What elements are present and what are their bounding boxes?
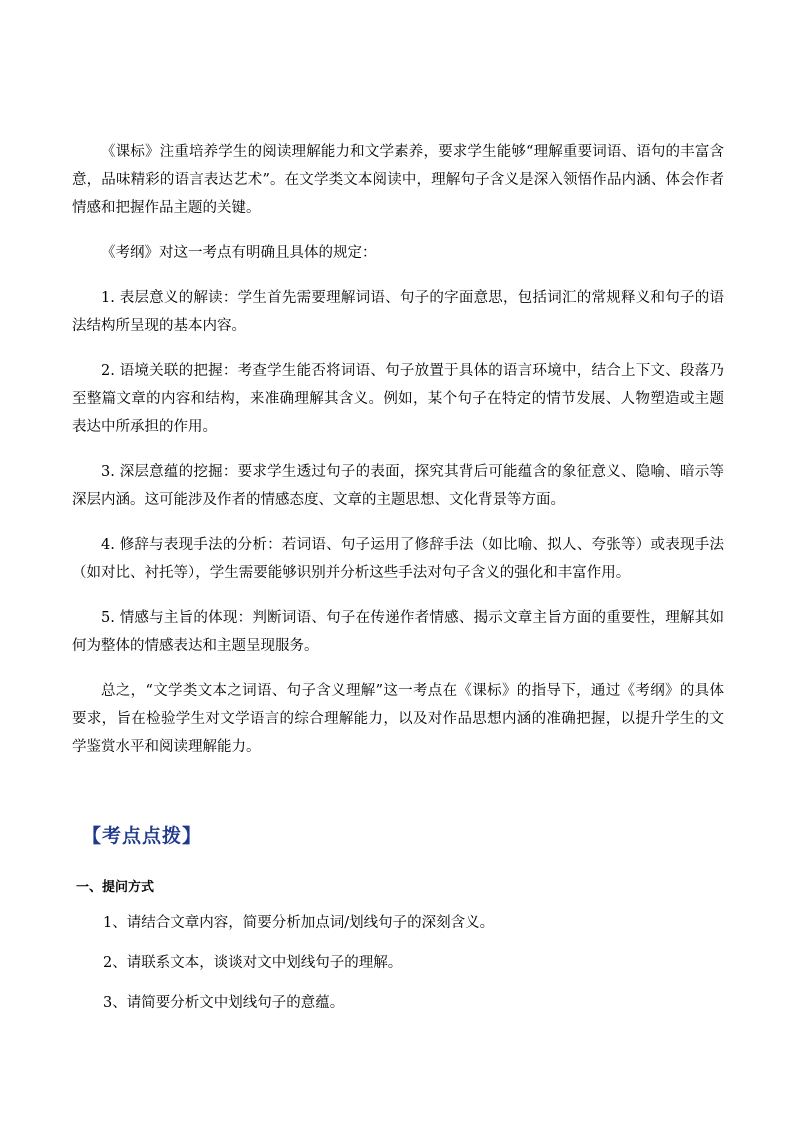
- section-subheading: 一、提问方式: [76, 880, 155, 895]
- requirement-item-3: 3. 深层意蕴的挖掘：要求学生透过句子的表面，探究其背后可能蕴含的象征意义、隐喻、暗示等深层内涵。这可能涉及作者的情感态度、文章的主题思想、文化背景等方面。: [72, 464, 724, 508]
- document-body: [72, 138, 724, 778]
- question-list: [103, 912, 723, 1032]
- question-item-1: 1、请结合文章内容，简要分析加点词/划线句子的深刻含义。: [103, 915, 495, 931]
- requirement-item-4: 4. 修辞与表现手法的分析：若词语、句子运用了修辞手法（如比喻、拟人、夸张等）或表现手法（如对比、衬托等），学生需要能够识别并分析这些手法对句子含义的强化和丰富作用。: [72, 537, 724, 581]
- section-heading: 【考点点拨】: [82, 825, 203, 847]
- requirement-item-1: 1. 表层意义的解读：学生首先需要理解词语、句子的字面意思，包括词汇的常规释义和句子的语法结构所呈现的基本内容。: [72, 290, 724, 334]
- requirement-item-2: 2. 语境关联的把握：考查学生能否将词语、句子放置于具体的语言环境中，结合上下文、段落乃至整篇文章的内容和结构，来准确理解其含义。例如，某个句子在特定的情节发展、人物塑造或主题表达中所承担的作用。: [72, 363, 724, 435]
- question-item-3: 3、请简要分析文中划线句子的意蕴。: [103, 995, 345, 1011]
- requirement-item-5: 5. 情感与主旨的体现：判断词语、句子在传递作者情感、揭示文章主旨方面的重要性，理解其如何为整体的情感表达和主题呈现服务。: [72, 610, 724, 654]
- question-item-2: 2、请联系文本，谈谈对文中划线句子的理解。: [103, 955, 403, 971]
- summary-paragraph: 总之，“文学类文本之词语、句子含义理解”这一考点在《课标》的指导下，通过《考纲》的具体要求，旨在检验学生对文学语言的综合理解能力，以及对作品思想内涵的准确把握，以提升学生的文学鉴赏水平和阅读理解能力。: [72, 683, 724, 755]
- exam-outline-paragraph: 《考纲》对这一考点有明确且具体的规定：: [101, 245, 377, 261]
- intro-paragraph: 《课标》注重培养学生的阅读理解能力和文学素养，要求学生能够“理解重要词语、语句的丰富含意，品味精彩的语言表达艺术”。在文学类文本阅读中，理解句子含义是深入领悟作品内涵、体会作者情感和把握作品主题的关键。: [72, 144, 724, 216]
